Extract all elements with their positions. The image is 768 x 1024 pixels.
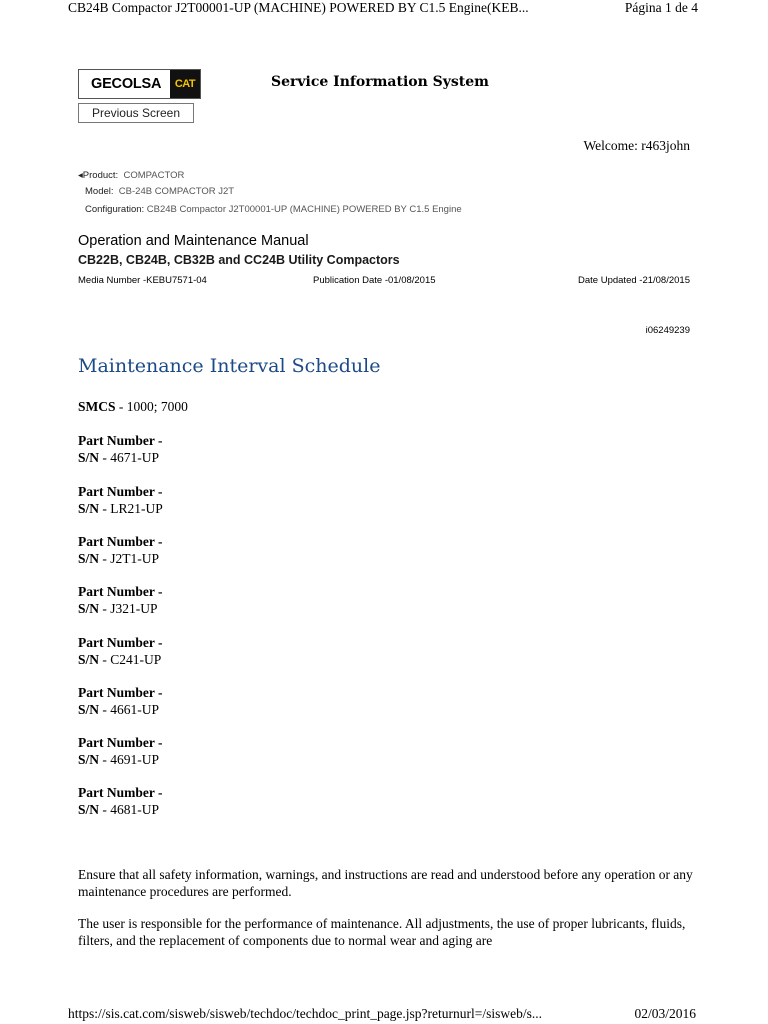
sn-label: S/N — [78, 450, 100, 465]
configuration-value: CB24B Compactor J2T00001-UP (MACHINE) POWERED BY C1.5 Engine — [146, 204, 462, 215]
cat-logo-icon: CAT — [170, 70, 200, 98]
welcome-text: Welcome: r463john — [583, 138, 690, 153]
smcs-value: - 1000; 7000 — [115, 399, 188, 414]
serial-value: - C241-UP — [99, 652, 162, 667]
responsibility-paragraph: The user is responsible for the performance of maintenance. All adjustments, the use of proper lubricants, fluids, filters, and the replacement of components due to normal wear and aging are — [78, 916, 686, 948]
part-number-label: Part Number - — [78, 685, 163, 700]
safety-paragraph: Ensure that all safety information, warnings, and instructions are read and understood before any operation or any maintenance procedures are performed. — [78, 867, 693, 899]
print-header-page: Página 1 de 4 — [624, 0, 698, 15]
part-number-label: Part Number - — [78, 433, 163, 448]
part-number-label: Part Number - — [78, 534, 163, 549]
sn-label: S/N — [78, 652, 100, 667]
product-value: COMPACTOR — [123, 170, 185, 181]
serial-value: - LR21-UP — [99, 501, 163, 516]
sn-label: S/N — [78, 752, 100, 767]
configuration-row — [85, 204, 462, 215]
part-entry — [78, 684, 162, 718]
print-footer-url: https://sis.cat.com/sisweb/sisweb/techdoc/techdoc_print_page.jsp?returnurl=/sisweb/s... — [68, 1006, 543, 1021]
logo-brand: GECOLSA — [91, 76, 162, 92]
product-row — [78, 170, 184, 181]
sn-label: S/N — [78, 802, 100, 817]
print-footer — [68, 1006, 700, 1024]
part-number-label: Part Number - — [78, 584, 163, 599]
part-entry — [78, 583, 162, 617]
serial-value: - 4691-UP — [99, 752, 160, 767]
product-label: Product: — [82, 170, 119, 181]
part-number-label: Part Number - — [78, 785, 163, 800]
model-row — [85, 186, 234, 197]
page-title: Maintenance Interval Schedule — [78, 355, 381, 377]
part-entry — [78, 784, 162, 818]
serial-value: - 4661-UP — [99, 702, 160, 717]
part-entry — [78, 483, 163, 517]
media-number: Media Number -KEBU7571-04 — [78, 275, 207, 286]
gecolsa-cat-logo — [78, 69, 201, 99]
serial-value: - 4671-UP — [99, 450, 160, 465]
serial-value: - 4681-UP — [99, 802, 160, 817]
publication-date: Publication Date -01/08/2015 — [313, 275, 436, 286]
part-number-label: Part Number - — [78, 735, 163, 750]
date-updated: Date Updated -21/08/2015 — [578, 275, 690, 286]
manual-subtitle: CB22B, CB24B, CB32B and CC24B Utility Compactors — [78, 253, 400, 267]
model-value: CB-24B COMPACTOR J2T — [118, 186, 235, 197]
part-number-label: Part Number - — [78, 635, 163, 650]
sn-label: S/N — [78, 601, 100, 616]
part-number-label: Part Number - — [78, 484, 163, 499]
model-label: Model: — [85, 186, 114, 197]
serial-value: - J2T1-UP — [99, 551, 160, 566]
part-entry — [78, 634, 162, 668]
configuration-label: Configuration: — [85, 204, 145, 215]
previous-screen-button[interactable]: Previous Screen — [78, 103, 194, 123]
print-footer-date: 02/03/2016 — [634, 1006, 696, 1021]
serial-value: - J321-UP — [99, 601, 158, 616]
manual-title: Operation and Maintenance Manual — [78, 233, 309, 249]
smcs-code — [78, 399, 188, 415]
sn-label: S/N — [78, 702, 100, 717]
document-id: i06249239 — [645, 325, 690, 336]
sn-label: S/N — [78, 501, 100, 516]
smcs-label: SMCS — [78, 399, 116, 414]
back-arrow-icon[interactable]: ◂ — [78, 170, 83, 181]
sn-label: S/N — [78, 551, 100, 566]
part-entry — [78, 432, 162, 466]
sis-title: Service Information System — [271, 74, 489, 90]
part-entry — [78, 533, 162, 567]
part-entry — [78, 734, 162, 768]
print-header-title: CB24B Compactor J2T00001-UP (MACHINE) POWERED BY C1.5 Engine(KEB... — [68, 0, 529, 15]
print-header — [68, 0, 700, 20]
